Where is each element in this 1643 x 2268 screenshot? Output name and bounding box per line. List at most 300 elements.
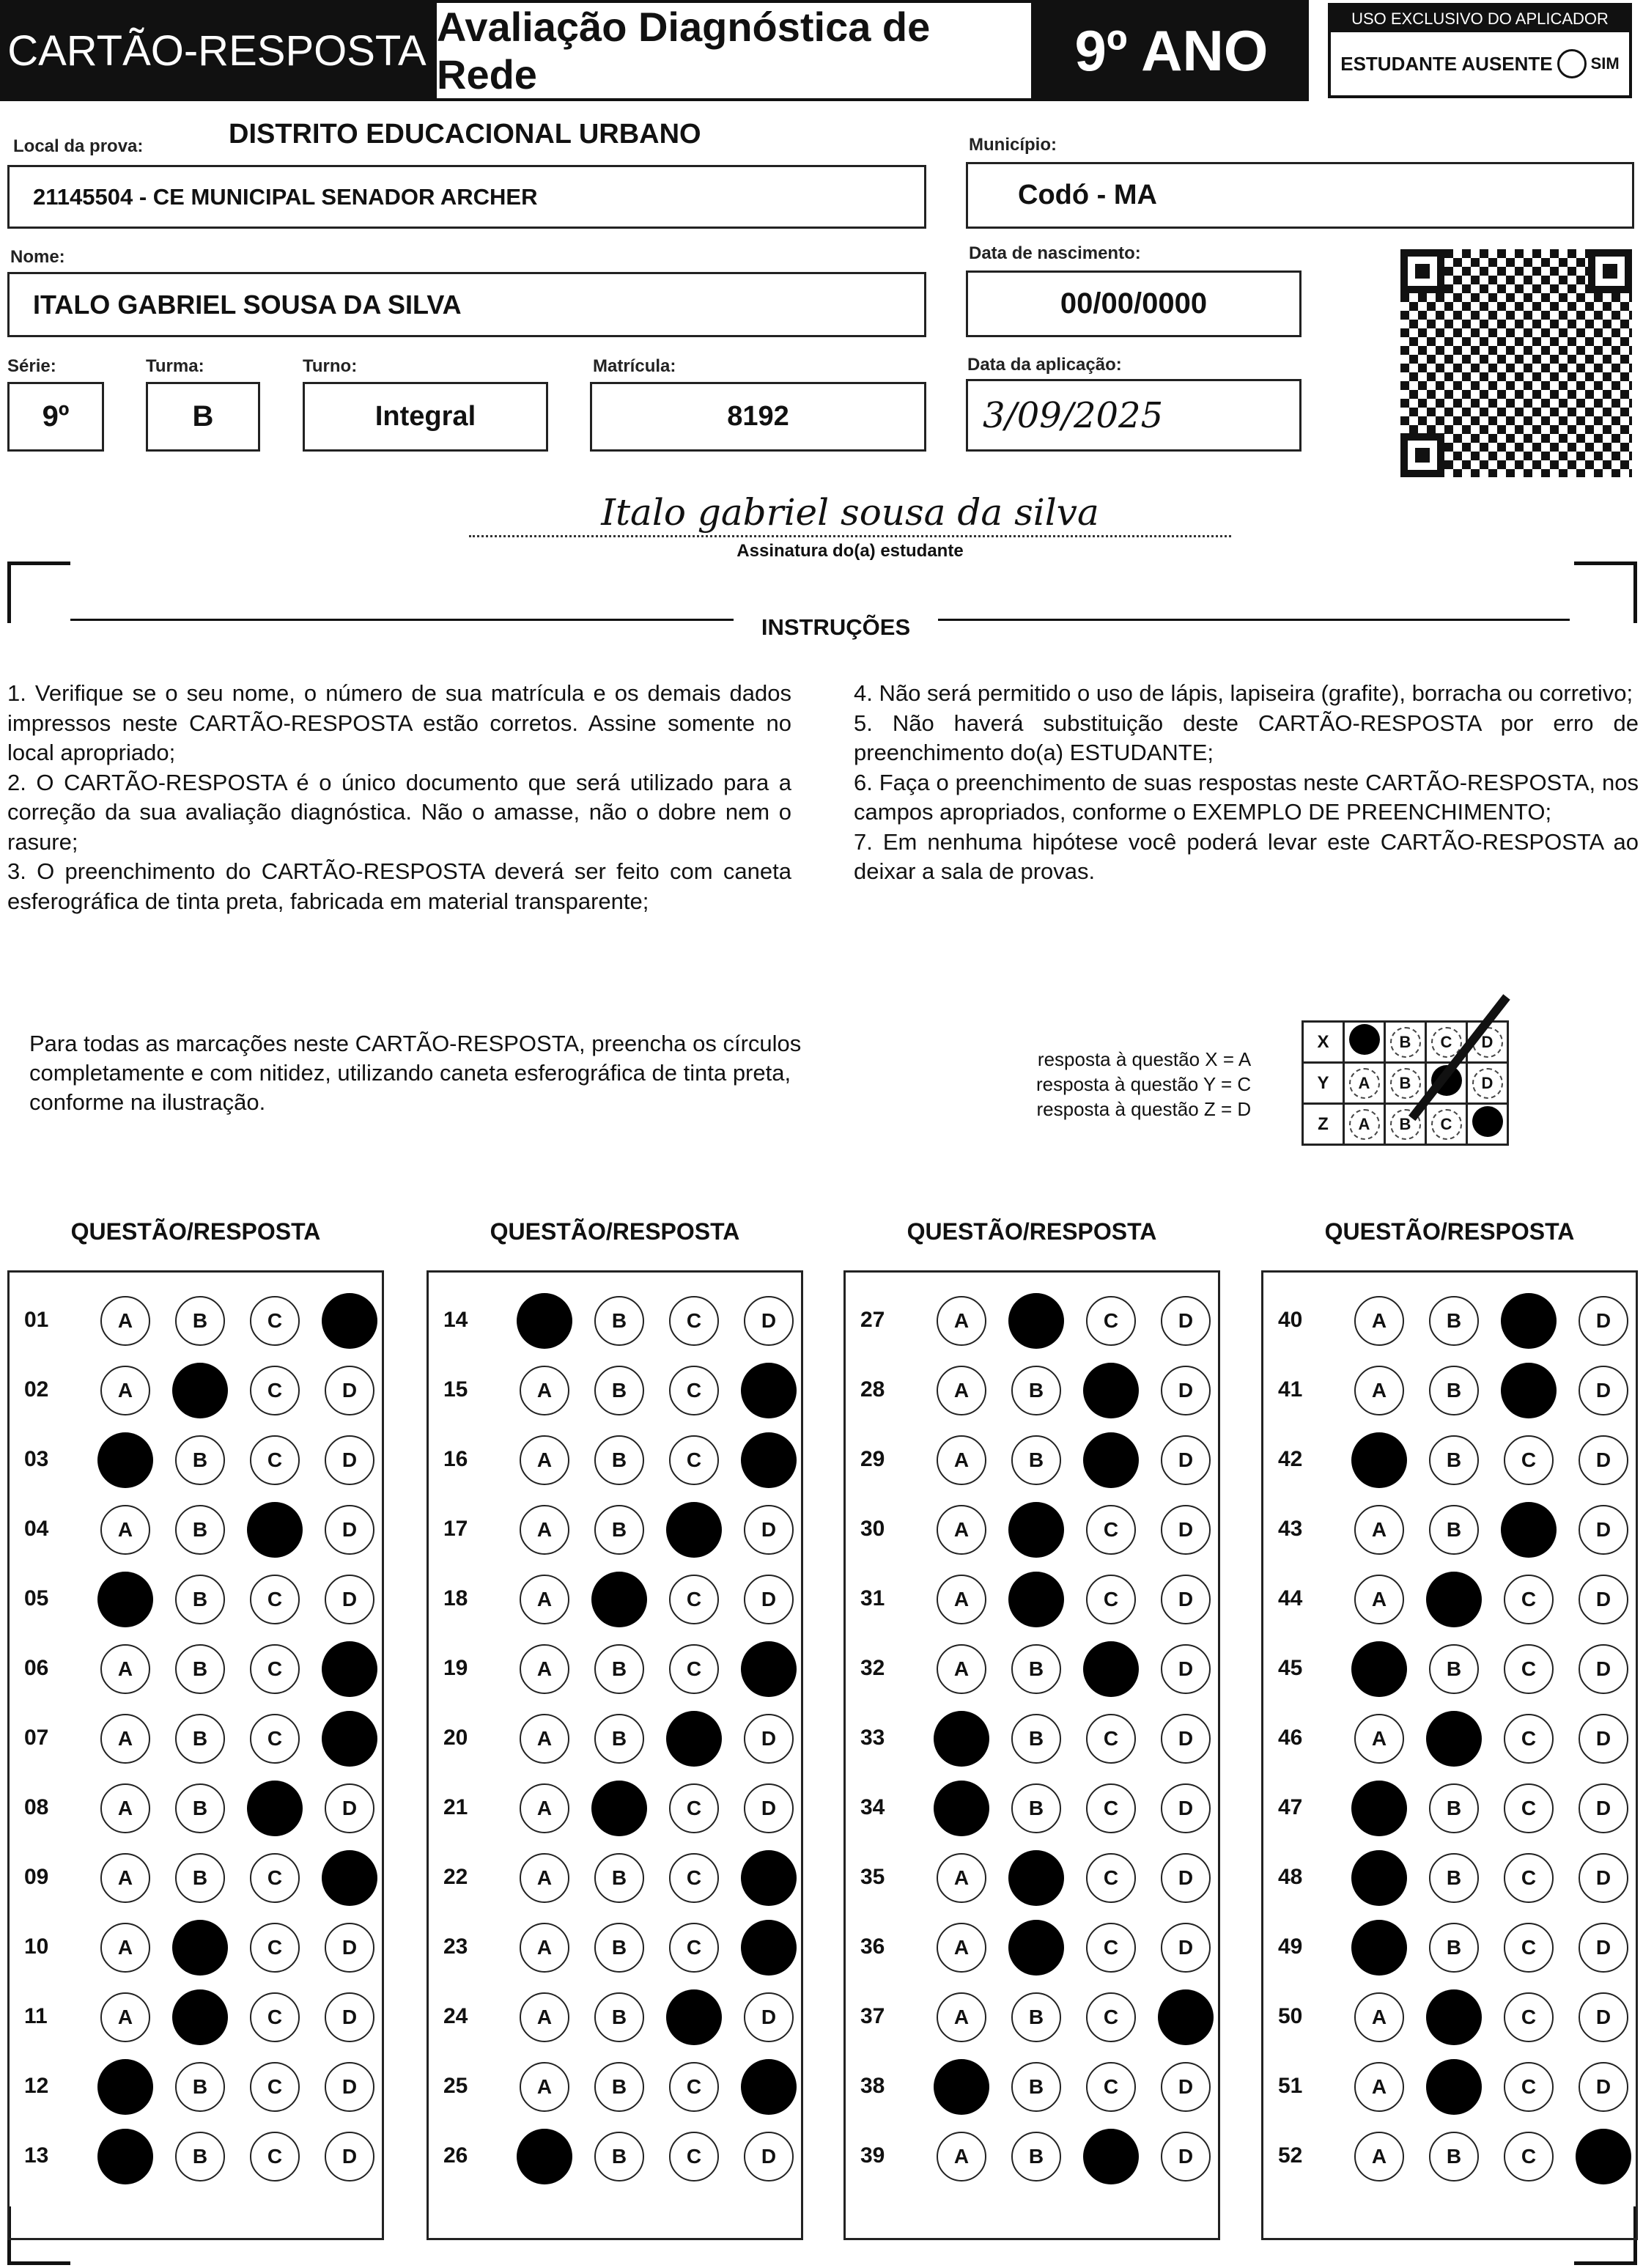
question-row [1263,1431,1636,1490]
answer-bubble-a[interactable]: A [1354,1575,1404,1624]
answer-bubble-d[interactable]: D [1579,1783,1628,1833]
answer-bubble-b[interactable]: B [594,1296,644,1346]
answer-bubble-d[interactable]: D [744,1505,794,1555]
answer-bubble-b[interactable]: B [1429,1366,1479,1415]
answer-bubble-a[interactable]: A [937,1435,986,1485]
answer-bubble-d[interactable]: D [325,1505,374,1555]
question-number: 32 [860,1656,885,1680]
answer-bubble-b[interactable]: B [594,2132,644,2182]
answer-bubble-b[interactable]: B [175,1644,225,1694]
answer-bubble-b[interactable]: B [1011,1366,1061,1415]
answer-bubble-b[interactable]: B [1011,2062,1061,2112]
grade-title: 9º ANO [1034,0,1309,101]
answer-bubble-c[interactable]: C [250,1923,300,1973]
answer-bubble-b[interactable]: B [1011,2132,1061,2182]
answer-bubble-b[interactable]: B [175,1714,225,1764]
answer-bubble-b[interactable]: B [1011,1644,1061,1694]
example-legend [1036,1047,1251,1122]
answer-bubble-d[interactable]: D [1579,1435,1628,1485]
filled-answer-bubble[interactable] [1351,1641,1407,1697]
filled-answer-bubble[interactable] [1008,1850,1064,1906]
answer-bubble-d[interactable]: D [1161,2062,1211,2112]
answer-bubble-a[interactable]: A [937,1366,986,1415]
answer-bubble-a[interactable]: A [1354,1992,1404,2042]
answer-bubble-c[interactable]: C [250,1853,300,1903]
answer-bubble-c[interactable]: C [669,2062,719,2112]
question-number: 16 [443,1447,468,1471]
answer-bubble-d[interactable]: D [744,1992,794,2042]
question-row [846,1501,1218,1559]
question-number: 51 [1278,2074,1303,2098]
applicator-box [1328,3,1632,98]
answer-bubble-a[interactable]: A [937,1923,986,1973]
answer-bubble-d[interactable]: D [744,2132,794,2182]
answer-column [427,1270,803,2240]
answer-bubble-a[interactable]: A [100,1783,150,1833]
answer-bubble-d[interactable]: D [1579,1296,1628,1346]
filled-answer-bubble[interactable] [934,1781,989,1836]
answer-bubble-a[interactable]: A [100,1644,150,1694]
answer-bubble-c[interactable]: C [1086,2062,1136,2112]
answer-bubble-c[interactable]: C [250,1644,300,1694]
answer-bubble-a[interactable]: A [937,1644,986,1694]
answer-bubble-a[interactable]: A [937,1575,986,1624]
answer-bubble-b[interactable]: B [594,1853,644,1903]
filled-answer-bubble[interactable] [741,2059,797,2115]
answer-bubble-a[interactable]: A [937,1853,986,1903]
question-number: 12 [24,2074,49,2098]
question-row [429,1988,801,2047]
question-number: 23 [443,1934,468,1959]
fill-note: Para todas as marcações neste CARTÃO-RESPOSTA, preencha os círculos completamente e com nitidez, utilizando caneta esferográfica de tinta preta, conforme na ilustração. [29,1031,802,1115]
question-row [1263,1570,1636,1629]
answer-bubble-a[interactable]: A [1354,1505,1404,1555]
example-bubble [1472,1106,1503,1137]
example-cell [1467,1104,1508,1145]
question-number: 34 [860,1795,885,1819]
filled-answer-bubble[interactable] [666,1989,722,2045]
example-bubble: B [1390,1109,1421,1140]
answer-bubble-d[interactable]: D [1579,1366,1628,1415]
question-number: 38 [860,2074,885,2098]
answer-bubble-d[interactable]: D [1161,1435,1211,1485]
answer-bubble-a[interactable]: A [100,1366,150,1415]
instructions-title: INSTRUÇÕES [761,614,911,640]
filled-answer-bubble[interactable] [666,1502,722,1558]
answer-bubble-a[interactable]: A [100,1853,150,1903]
filled-answer-bubble[interactable] [1158,1989,1214,2045]
filled-answer-bubble[interactable] [1008,1920,1064,1976]
question-row [1263,1918,1636,1977]
filled-answer-bubble[interactable] [247,1502,303,1558]
question-number: 22 [443,1865,468,1889]
question-row [10,2058,382,2116]
answer-bubble-a[interactable]: A [520,1575,569,1624]
question-row [10,1640,382,1698]
class-label: Turma: [146,356,204,376]
answer-bubble-a[interactable]: A [1354,2062,1404,2112]
answer-bubble-b[interactable]: B [1011,1714,1061,1764]
answer-bubble-a[interactable]: A [937,1296,986,1346]
absent-bubble[interactable] [1557,49,1587,78]
answer-bubble-c[interactable]: C [1086,1992,1136,2042]
answer-bubble-d[interactable]: D [325,1923,374,1973]
question-row [429,1292,801,1350]
series-label: Série: [7,356,56,376]
example-line: resposta à questão X = A [1037,1048,1252,1070]
answer-bubble-c[interactable]: C [669,2132,719,2182]
question-number: 44 [1278,1586,1303,1610]
example-bubble: C [1431,1027,1462,1058]
filled-answer-bubble[interactable] [1426,1711,1482,1767]
filled-answer-bubble[interactable] [1083,1363,1139,1418]
answer-bubble-d[interactable]: D [1579,1575,1628,1624]
answer-bubble-b[interactable]: B [1429,1853,1479,1903]
answer-bubble-a[interactable]: A [100,1296,150,1346]
filled-answer-bubble[interactable] [934,1711,989,1767]
answer-bubble-b[interactable]: B [175,1575,225,1624]
answer-bubble-d[interactable]: D [744,1783,794,1833]
answer-bubble-b[interactable]: B [594,1992,644,2042]
answer-bubble-b[interactable]: B [594,2062,644,2112]
answer-bubble-c[interactable]: C [1504,1783,1554,1833]
filled-answer-bubble[interactable] [741,1850,797,1906]
filled-answer-bubble[interactable] [97,2129,153,2184]
filled-answer-bubble[interactable] [1351,1781,1407,1836]
filled-answer-bubble[interactable] [172,1920,228,1976]
enroll-label: Matrícula: [593,356,676,376]
answer-bubble-b[interactable]: B [175,1435,225,1485]
answer-bubble-c[interactable]: C [669,1575,719,1624]
birth-field: 00/00/0000 [966,270,1302,337]
answer-bubble-b[interactable]: B [175,2132,225,2182]
school-field: 21145504 - CE MUNICIPAL SENADOR ARCHER [7,165,926,229]
example-cell [1385,1022,1426,1063]
absent-option: SIM [1590,54,1620,73]
answer-bubble-c[interactable]: C [250,2132,300,2182]
filled-answer-bubble[interactable] [172,1363,228,1418]
filled-answer-bubble[interactable] [666,1711,722,1767]
question-row [10,1570,382,1629]
filled-answer-bubble[interactable] [322,1711,377,1767]
answer-bubble-a[interactable]: A [520,1714,569,1764]
answer-bubble-d[interactable]: D [1161,1853,1211,1903]
filled-answer-bubble[interactable] [1083,2129,1139,2184]
filled-answer-bubble[interactable] [517,2129,572,2184]
answer-bubble-c[interactable]: C [669,1923,719,1973]
answer-bubble-b[interactable]: B [1429,1923,1479,1973]
example-row [1303,1063,1508,1104]
question-number: 26 [443,2143,468,2168]
filled-answer-bubble[interactable] [1501,1363,1557,1418]
district: DISTRITO EDUCACIONAL URBANO [229,119,701,150]
filled-answer-bubble[interactable] [1351,1850,1407,1906]
answer-bubble-c[interactable]: C [1504,1575,1554,1624]
question-number: 04 [24,1517,49,1541]
filled-answer-bubble[interactable] [1351,1920,1407,1976]
filled-answer-bubble[interactable] [1008,1293,1064,1349]
filled-answer-bubble[interactable] [97,1432,153,1488]
answer-bubble-b[interactable]: B [594,1644,644,1694]
filled-answer-bubble[interactable] [1426,1572,1482,1627]
question-number: 27 [860,1308,885,1332]
answer-bubble-c[interactable]: C [1086,1853,1136,1903]
example-question: X [1303,1022,1344,1063]
answer-bubble-d[interactable]: D [1161,1783,1211,1833]
answer-bubble-b[interactable]: B [594,1923,644,1973]
question-row [429,1361,801,1420]
answer-bubble-a[interactable]: A [100,1714,150,1764]
answer-bubble-b[interactable]: B [175,1505,225,1555]
filled-answer-bubble[interactable] [1008,1572,1064,1627]
column-header: QUESTÃO/RESPOSTA [907,1218,1157,1245]
question-row [10,2127,382,2186]
name-label: Nome: [10,247,65,267]
answer-bubble-b[interactable]: B [1011,1435,1061,1485]
answer-bubble-b[interactable]: B [1429,1296,1479,1346]
question-row [10,1709,382,1768]
answer-bubble-b[interactable]: B [1011,1992,1061,2042]
answer-bubble-d[interactable]: D [744,1714,794,1764]
answer-bubble-a[interactable]: A [1354,1366,1404,1415]
question-row [429,2058,801,2116]
question-number: 09 [24,1865,49,1889]
example-question: Y [1303,1063,1344,1104]
filled-answer-bubble[interactable] [322,1850,377,1906]
question-row [846,1779,1218,1838]
answer-bubble-a[interactable]: A [520,1783,569,1833]
answer-bubble-b[interactable]: B [1429,1783,1479,1833]
answer-bubble-c[interactable]: C [669,1783,719,1833]
answer-bubble-b[interactable]: B [175,1853,225,1903]
filled-answer-bubble[interactable] [741,1920,797,1976]
answer-bubble-d[interactable]: D [1161,1923,1211,1973]
question-row [846,1640,1218,1698]
answer-bubble-d[interactable]: D [1161,1644,1211,1694]
question-number: 49 [1278,1934,1303,1959]
question-number: 41 [1278,1377,1303,1402]
answer-bubble-c[interactable]: C [1504,1992,1554,2042]
answer-bubble-a[interactable]: A [100,1923,150,1973]
answer-bubble-c[interactable]: C [669,1366,719,1415]
question-number: 33 [860,1726,885,1750]
question-row [1263,1640,1636,1698]
question-number: 30 [860,1517,885,1541]
answer-bubble-b[interactable]: B [175,1783,225,1833]
answer-bubble-d[interactable]: D [1161,1505,1211,1555]
filled-answer-bubble[interactable] [1426,1989,1482,2045]
filled-answer-bubble[interactable] [741,1363,797,1418]
question-row [846,1849,1218,1907]
answer-bubble-a[interactable]: A [937,1992,986,2042]
answer-bubble-c[interactable]: C [1504,1644,1554,1694]
answer-bubble-d[interactable]: D [744,1296,794,1346]
answer-bubble-b[interactable]: B [594,1714,644,1764]
filled-answer-bubble[interactable] [591,1572,647,1627]
answer-bubble-a[interactable]: A [520,1853,569,1903]
answer-bubble-d[interactable]: D [1579,1992,1628,2042]
answer-column [843,1270,1220,2240]
answer-bubble-c[interactable]: C [1504,1714,1554,1764]
answer-bubble-d[interactable]: D [325,2132,374,2182]
answer-bubble-c[interactable]: C [250,1366,300,1415]
shift-field: Integral [303,382,548,452]
filled-answer-bubble[interactable] [741,1432,797,1488]
answer-bubble-b[interactable]: B [1429,1435,1479,1485]
filled-answer-bubble[interactable] [1426,2059,1482,2115]
question-number: 19 [443,1656,468,1680]
filled-answer-bubble[interactable] [1083,1641,1139,1697]
question-row [1263,1501,1636,1559]
answer-bubble-c[interactable]: C [1504,1435,1554,1485]
filled-answer-bubble[interactable] [1501,1293,1557,1349]
question-number: 24 [443,2004,468,2028]
answer-bubble-d[interactable]: D [1161,1575,1211,1624]
question-row [1263,2127,1636,2186]
answer-bubble-c[interactable]: C [250,2062,300,2112]
answer-bubble-d[interactable]: D [1579,1853,1628,1903]
answer-bubble-d[interactable]: D [1579,2062,1628,2112]
filled-answer-bubble[interactable] [172,1989,228,2045]
question-number: 37 [860,2004,885,2028]
answer-bubble-b[interactable]: B [175,1296,225,1346]
answer-bubble-d[interactable]: D [1579,1505,1628,1555]
filled-answer-bubble[interactable] [591,1781,647,1836]
answer-bubble-c[interactable]: C [1504,2132,1554,2182]
answer-column [1261,1270,1638,2240]
answer-bubble-a[interactable]: A [520,1366,569,1415]
question-number: 07 [24,1726,49,1750]
answer-bubble-d[interactable]: D [325,1992,374,2042]
question-row [429,1501,801,1559]
answer-bubble-b[interactable]: B [594,1435,644,1485]
filled-answer-bubble[interactable] [1576,2129,1631,2184]
answer-bubble-c[interactable]: C [250,1714,300,1764]
question-number: 13 [24,2143,49,2168]
answer-bubble-b[interactable]: B [1011,1783,1061,1833]
answer-bubble-b[interactable]: B [1429,1505,1479,1555]
answer-bubble-c[interactable]: C [669,1644,719,1694]
filled-answer-bubble[interactable] [1501,1502,1557,1558]
answer-bubble-b[interactable]: B [594,1366,644,1415]
answer-bubble-c[interactable]: C [250,1575,300,1624]
answer-bubble-a[interactable]: A [520,1644,569,1694]
answer-bubble-a[interactable]: A [520,1505,569,1555]
answer-bubble-b[interactable]: B [594,1505,644,1555]
example-bubble: D [1472,1068,1503,1099]
answer-bubble-d[interactable]: D [1579,1923,1628,1973]
answer-bubble-d[interactable]: D [1161,2132,1211,2182]
question-number: 36 [860,1934,885,1959]
answer-bubble-d[interactable]: D [325,1783,374,1833]
applicator-title: USO EXCLUSIVO DO APLICADOR [1331,6,1629,32]
question-row [429,1709,801,1768]
answer-bubble-c[interactable]: C [1086,1296,1136,1346]
filled-answer-bubble[interactable] [97,2059,153,2115]
answer-bubble-a[interactable]: A [100,1992,150,2042]
answer-bubble-c[interactable]: C [1086,1575,1136,1624]
answer-bubble-d[interactable]: D [1579,1644,1628,1694]
filled-answer-bubble[interactable] [517,1293,572,1349]
answer-bubble-a[interactable]: A [520,2062,569,2112]
filled-answer-bubble[interactable] [741,1641,797,1697]
question-row [429,1640,801,1698]
question-row [429,1570,801,1629]
question-row [846,1988,1218,2047]
answer-bubble-a[interactable]: A [1354,1296,1404,1346]
example-line: resposta à questão Y = C [1036,1073,1252,1095]
answer-bubble-d[interactable]: D [1579,1714,1628,1764]
answer-bubble-a[interactable]: A [1354,1714,1404,1764]
answer-bubble-c[interactable]: C [1504,1923,1554,1973]
answer-bubble-a[interactable]: A [937,2132,986,2182]
filled-answer-bubble[interactable] [1008,1502,1064,1558]
answer-bubble-a[interactable]: A [937,1505,986,1555]
answer-bubble-d[interactable]: D [1161,1714,1211,1764]
answer-bubble-b[interactable]: B [1429,1644,1479,1694]
filled-answer-bubble[interactable] [934,2059,989,2115]
filled-answer-bubble[interactable] [322,1641,377,1697]
answer-bubble-c[interactable]: C [1504,1853,1554,1903]
example-cell [1467,1063,1508,1104]
question-row [429,1779,801,1838]
filled-answer-bubble[interactable] [247,1781,303,1836]
answer-bubble-c[interactable]: C [1086,1923,1136,1973]
answer-bubble-c[interactable]: C [250,1435,300,1485]
answer-bubble-a[interactable]: A [100,1505,150,1555]
answer-bubble-c[interactable]: C [1086,1714,1136,1764]
answer-bubble-c[interactable]: C [250,1992,300,2042]
question-row [846,1918,1218,1977]
apply-date-label: Data da aplicação: [967,355,1122,375]
answer-bubble-c[interactable]: C [669,1853,719,1903]
answer-bubble-c[interactable]: C [669,1296,719,1346]
question-number: 25 [443,2074,468,2098]
answer-bubble-d[interactable]: D [325,1366,374,1415]
question-number: 06 [24,1656,49,1680]
filled-answer-bubble[interactable] [97,1572,153,1627]
question-number: 05 [24,1586,49,1610]
answer-bubble-d[interactable]: D [1161,1366,1211,1415]
answer-bubble-a[interactable]: A [1354,2132,1404,2182]
answer-bubble-d[interactable]: D [325,1575,374,1624]
question-row [1263,1292,1636,1350]
question-number: 45 [1278,1656,1303,1680]
answer-bubble-d[interactable]: D [1161,1296,1211,1346]
answer-bubble-a[interactable]: A [520,1435,569,1485]
answer-bubble-a[interactable]: A [520,1923,569,1973]
answer-bubble-c[interactable]: C [1504,2062,1554,2112]
filled-answer-bubble[interactable] [1351,1432,1407,1488]
filled-answer-bubble[interactable] [322,1293,377,1349]
answer-bubble-c[interactable]: C [669,1435,719,1485]
answer-bubble-d[interactable]: D [325,1435,374,1485]
divider [70,619,734,621]
question-row [10,1501,382,1559]
answer-bubble-c[interactable]: C [1086,1783,1136,1833]
answer-bubble-c[interactable]: C [250,1296,300,1346]
filled-answer-bubble[interactable] [1083,1432,1139,1488]
question-row [10,1431,382,1490]
answer-bubble-c[interactable]: C [1086,1505,1136,1555]
answer-bubble-d[interactable]: D [325,2062,374,2112]
column-header: QUESTÃO/RESPOSTA [70,1218,321,1245]
answer-bubble-b[interactable]: B [1429,2132,1479,2182]
question-row [1263,1849,1636,1907]
answer-bubble-a[interactable]: A [520,1992,569,2042]
answer-bubble-b[interactable]: B [175,2062,225,2112]
answer-bubble-d[interactable]: D [744,1575,794,1624]
